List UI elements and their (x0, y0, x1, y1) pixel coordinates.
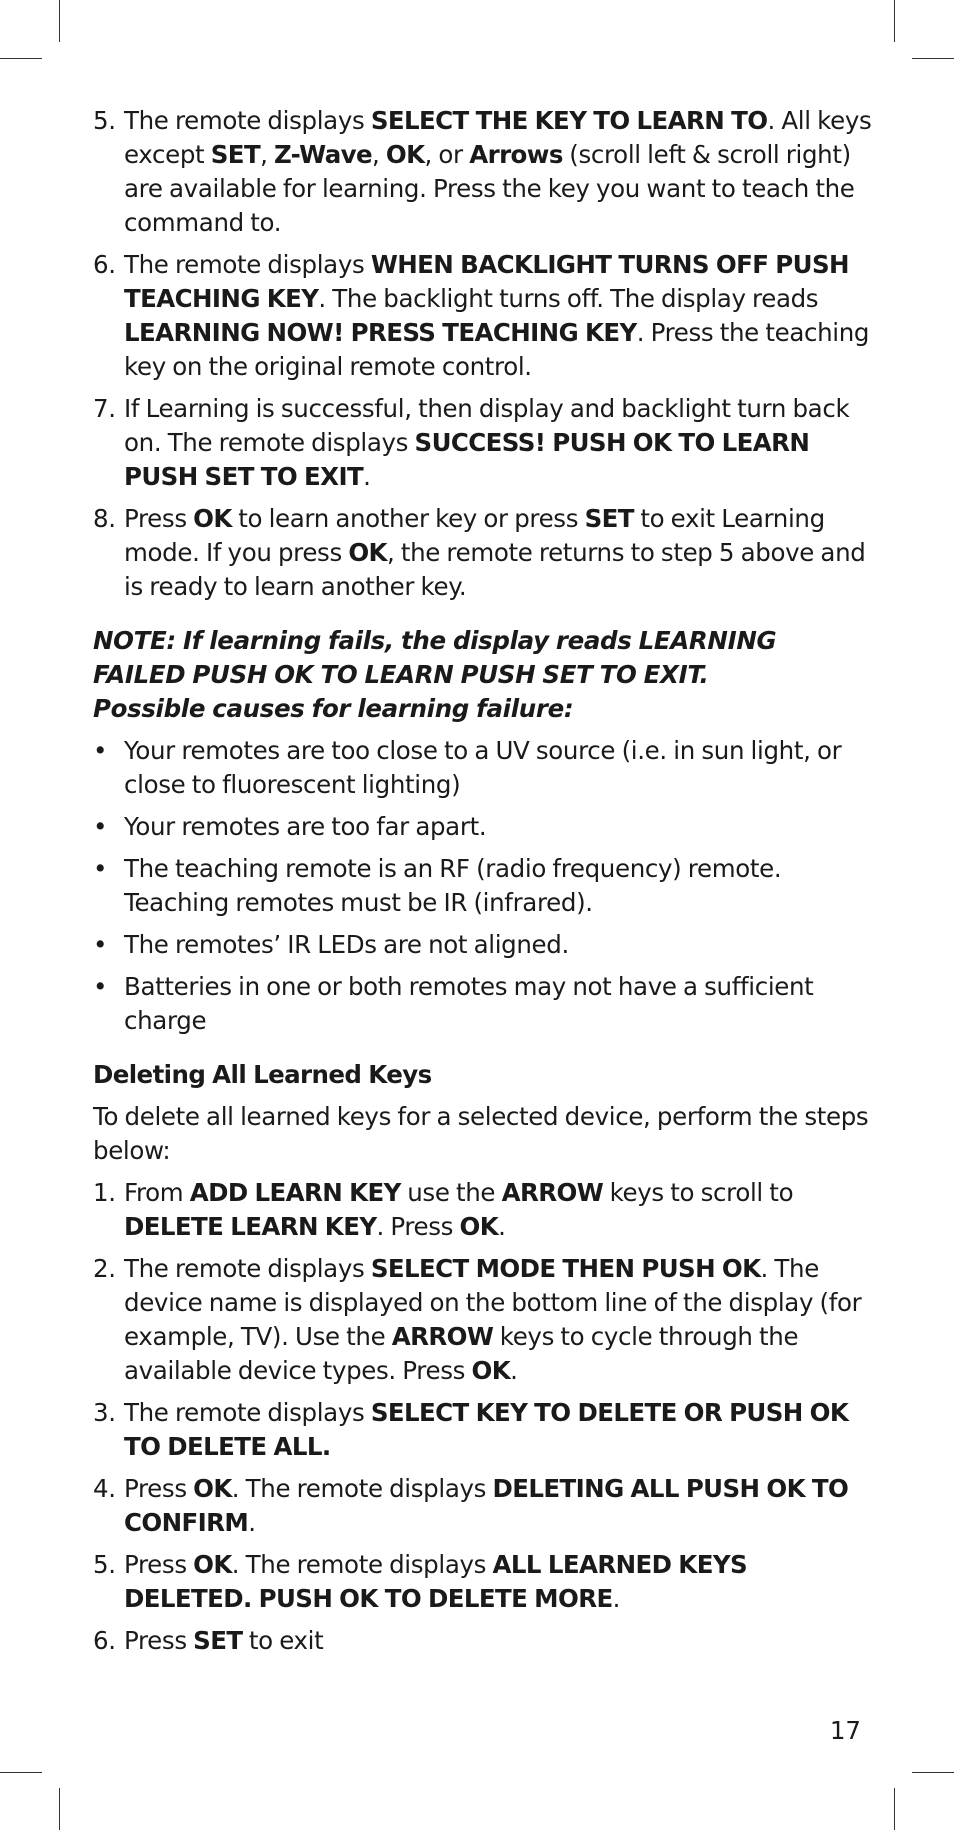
list-item (93, 1396, 873, 1464)
crop-mark-top-right-vertical (894, 0, 895, 42)
step-number: 3. (93, 1398, 116, 1427)
step-number: 8. (93, 504, 116, 533)
list-item (93, 104, 873, 240)
step-text: The remote displays SELECT THE KEY TO LEARN TO. All keys except SET, Z-Wave, OK, or Arrows (scroll left & scroll right) are available for learning. Press the key you want to teach the command to. (124, 106, 872, 237)
step-number: 6. (93, 250, 116, 279)
bullet-icon: • (93, 854, 108, 883)
delete-steps-list (93, 1176, 873, 1658)
step-number: 2. (93, 1254, 116, 1283)
step-text: Press OK. The remote displays DELETING ALL PUSH OK TO CONFIRM. (124, 1474, 849, 1537)
list-item (93, 734, 873, 802)
crop-mark-top-right-horizontal (912, 58, 954, 59)
list-item (93, 392, 873, 494)
step-text: Press OK to learn another key or press SET to exit Learning mode. If you press OK, the remote returns to step 5 above and is ready to learn another key. (124, 504, 866, 601)
step-number: 7. (93, 394, 116, 423)
list-item (93, 1176, 873, 1244)
step-text: The remote displays SELECT MODE THEN PUSH OK. The device name is displayed on the bottom line of the display (for example, TV). Use the ARROW keys to cycle through the available device types. Press OK. (124, 1254, 862, 1385)
cause-text: Your remotes are too close to a UV source (i.e. in sun light, or close to fluorescent lighting) (124, 736, 842, 799)
step-number: 1. (93, 1178, 116, 1207)
section-intro: To delete all learned keys for a selected device, perform the steps below: (93, 1102, 869, 1165)
cause-text: The remotes’ IR LEDs are not aligned. (124, 930, 569, 959)
crop-mark-bottom-left-horizontal (0, 1772, 42, 1773)
step-text: If Learning is successful, then display and backlight turn back on. The remote displays SUCCESS! PUSH OK TO LEARN PUSH SET TO EXIT. (124, 394, 850, 491)
crop-mark-bottom-right-vertical (894, 1788, 895, 1830)
cause-text: The teaching remote is an RF (radio frequency) remote. Teaching remotes must be IR (infrared). (124, 854, 782, 917)
step-text: Press OK. The remote displays ALL LEARNED KEYS DELETED. PUSH OK TO DELETE MORE. (124, 1550, 748, 1613)
step-number: 5. (93, 106, 116, 135)
page-content (93, 104, 873, 1666)
bullet-icon: • (93, 812, 108, 841)
section-heading: Deleting All Learned Keys (93, 1060, 432, 1089)
crop-mark-top-left-horizontal (0, 58, 42, 59)
crop-mark-bottom-right-horizontal (912, 1772, 954, 1773)
list-item (93, 1252, 873, 1388)
note-text: NOTE: If learning fails, the display reads LEARNING FAILED PUSH OK TO LEARN PUSH SET TO EXIT. (93, 626, 777, 689)
list-item (93, 1472, 873, 1540)
bullet-icon: • (93, 736, 108, 765)
list-item (93, 970, 873, 1038)
learning-steps-list (93, 104, 873, 604)
step-number: 5. (93, 1550, 116, 1579)
crop-mark-bottom-left-vertical (59, 1788, 60, 1830)
step-number: 4. (93, 1474, 116, 1503)
step-text: From ADD LEARN KEY use the ARROW keys to scroll to DELETE LEARN KEY. Press OK. (124, 1178, 794, 1241)
list-item (93, 928, 873, 962)
list-item (93, 502, 873, 604)
page-number: 17 (829, 1716, 861, 1745)
failure-causes-list (93, 734, 873, 1038)
learning-failure-note (93, 624, 873, 726)
bullet-icon: • (93, 972, 108, 1001)
bullet-icon: • (93, 930, 108, 959)
cause-text: Batteries in one or both remotes may not have a sufficient charge (124, 972, 814, 1035)
step-text: The remote displays SELECT KEY TO DELETE OR PUSH OK TO DELETE ALL. (124, 1398, 849, 1461)
step-text: Press SET to exit (124, 1626, 324, 1655)
crop-mark-top-left-vertical (59, 0, 60, 42)
list-item (93, 1624, 873, 1658)
list-item (93, 248, 873, 384)
list-item (93, 1548, 873, 1616)
cause-text: Your remotes are too far apart. (124, 812, 487, 841)
list-item (93, 810, 873, 844)
list-item (93, 852, 873, 920)
note-causes-heading: Possible causes for learning failure: (93, 694, 574, 723)
step-number: 6. (93, 1626, 116, 1655)
step-text: The remote displays WHEN BACKLIGHT TURNS OFF PUSH TEACHING KEY. The backlight turns off. The display reads LEARNING NOW! PRESS TEACHING KEY. Press the teaching key on the original remote control. (124, 250, 870, 381)
